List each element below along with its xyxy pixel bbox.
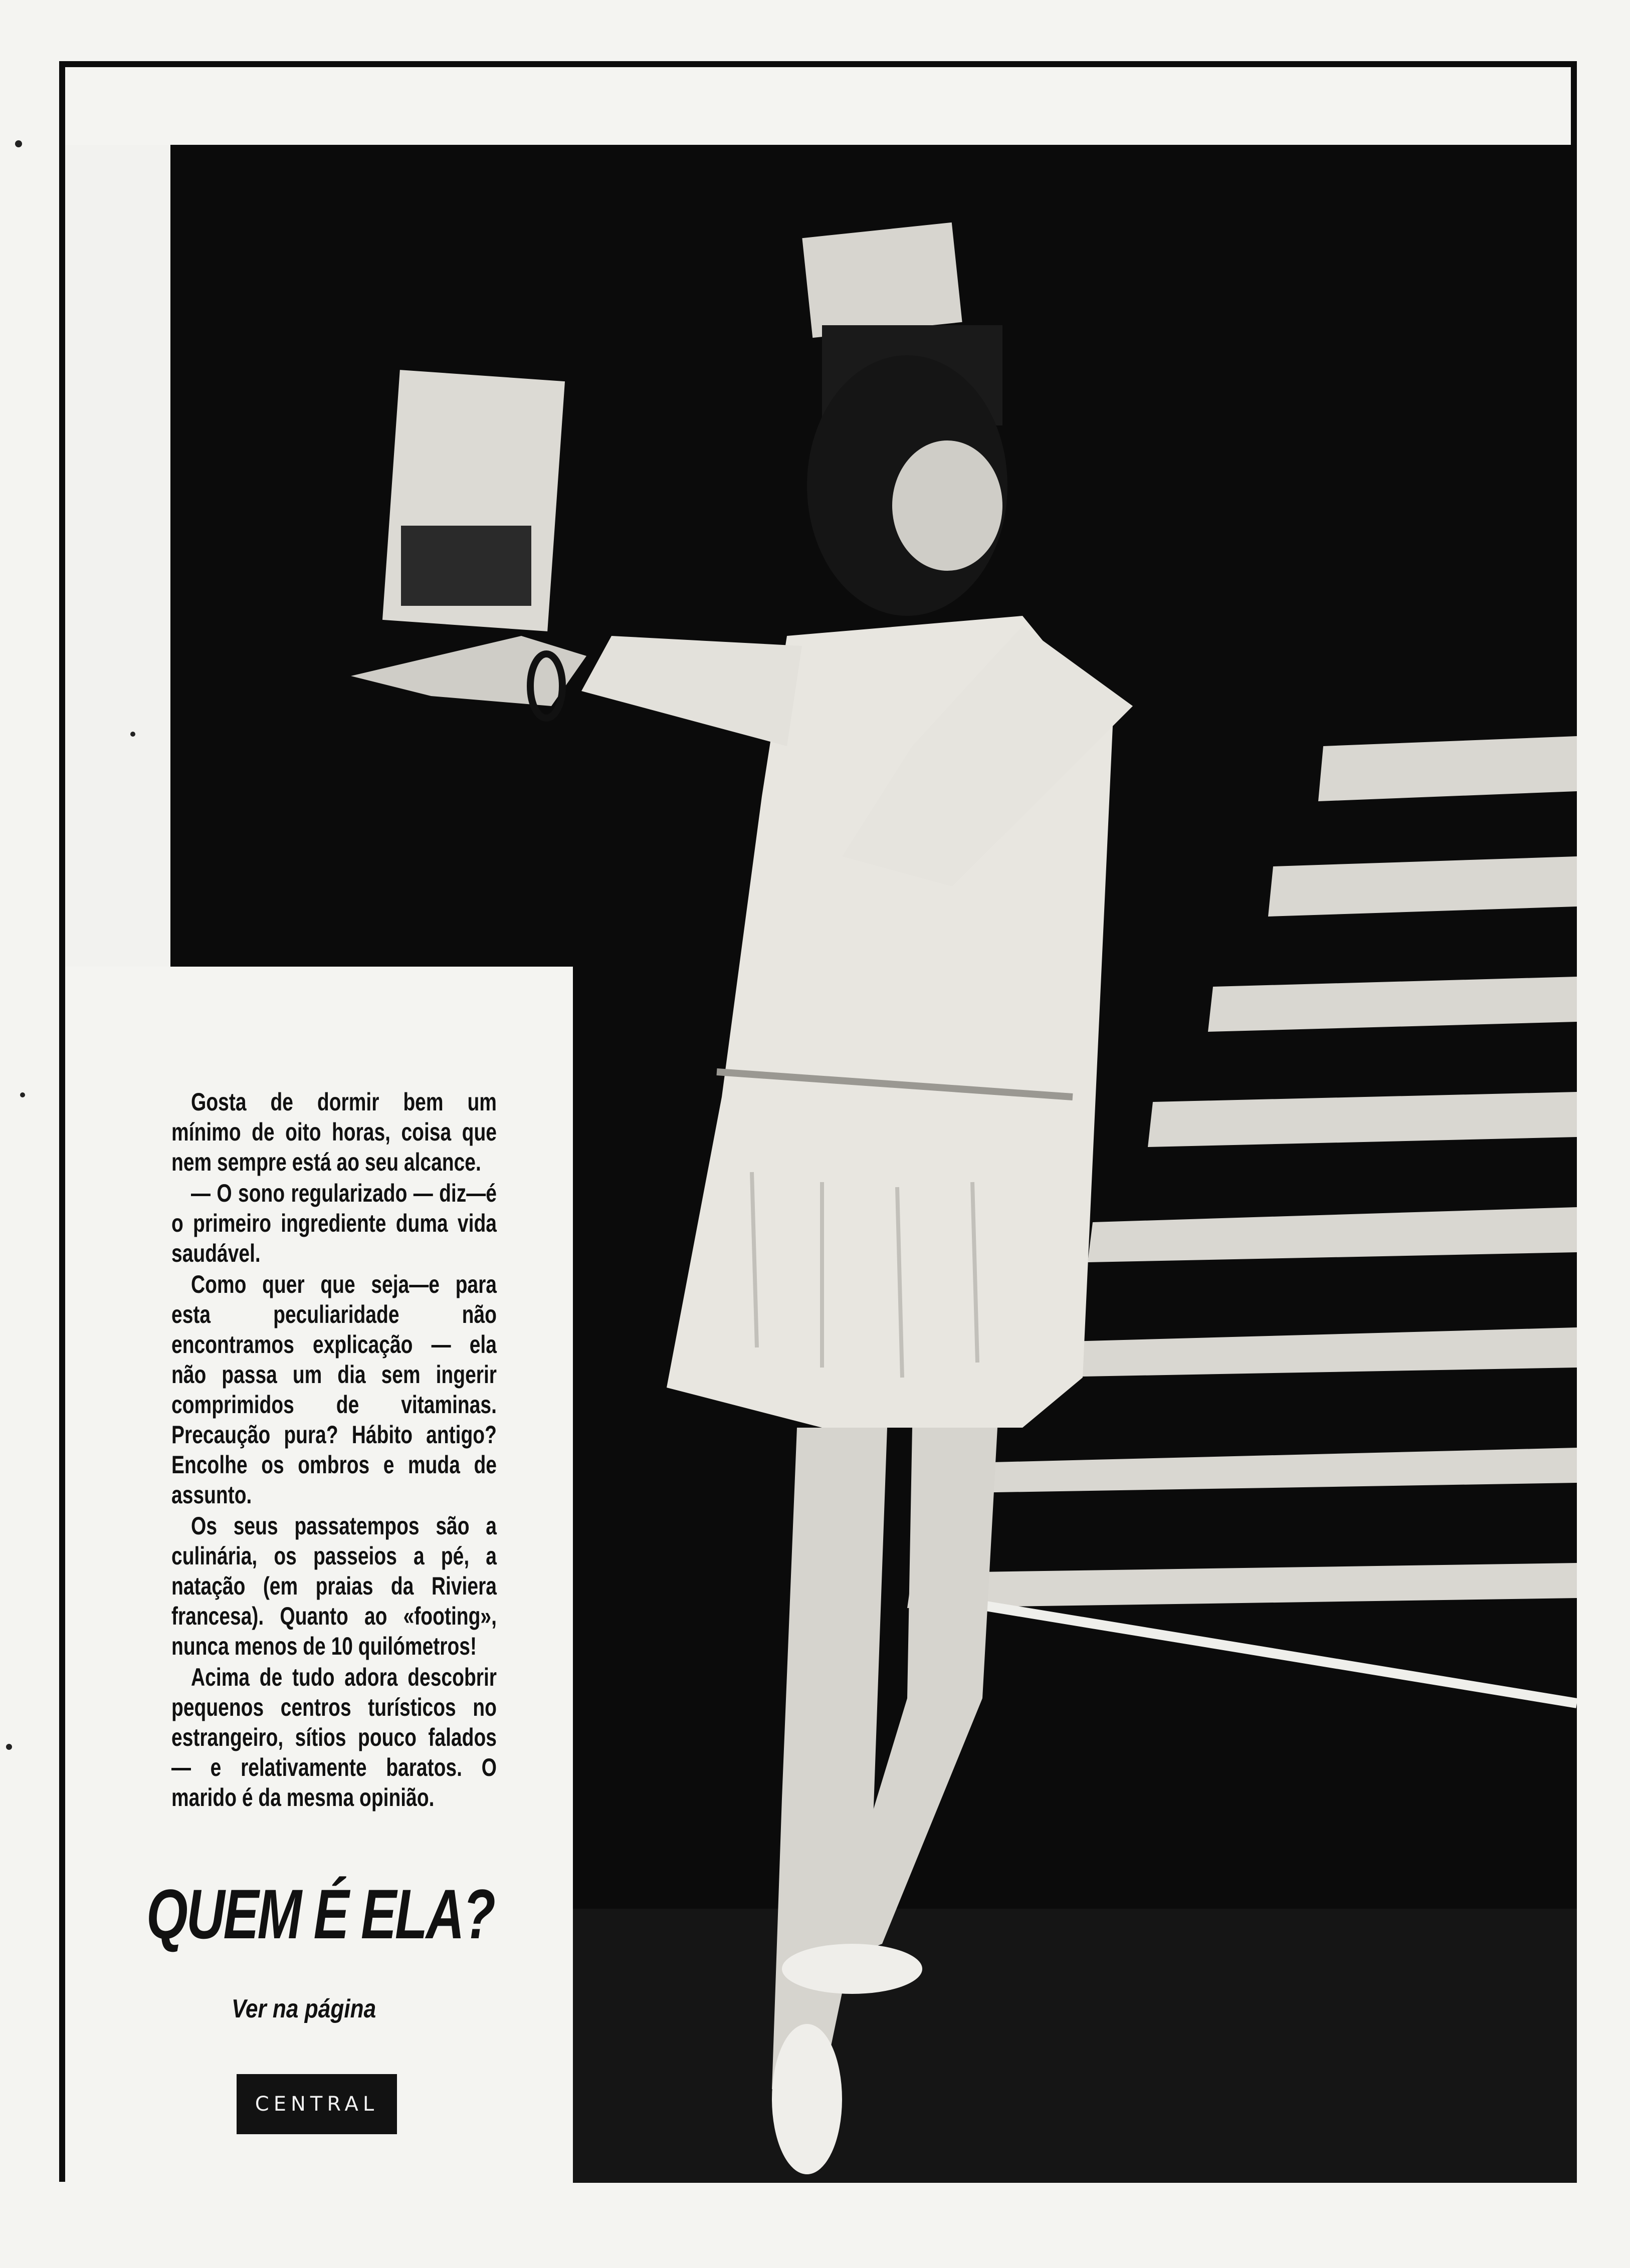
- top-margin: [65, 67, 1571, 145]
- face: [892, 440, 1002, 571]
- article-text: [171, 1087, 497, 1813]
- headline: QUEM É ELA?: [146, 1875, 494, 1953]
- scan-speck: [130, 732, 135, 737]
- article-paragraph: — O sono regularizado — diz—é o primeiro ingrediente duma vida saudável.: [171, 1179, 497, 1267]
- see-page-text: Ver na página: [232, 1994, 376, 2023]
- central-label: CENTRAL: [255, 2093, 379, 2116]
- article-paragraph: Acima de tudo adora descobrir pequenos centros turísticos no estrangeiro, sítios pouco falados — e relativamente baratos. O marido é da mesma opinião.: [171, 1663, 497, 1811]
- article-paragraph: Como quer que seja—e para esta peculiaridade não encontramos explicação — ela não passa um dia sem ingerir comprimidos de vitaminas. Precaução pura? Hábito antigo? Encolhe os ombros e muda de assunto.: [171, 1270, 497, 1509]
- central-label-box: [237, 2074, 397, 2134]
- article-paragraph: Os seus passatempos são a culinária, os passeios a pé, a natação (em praias da Riviera francesa). Quanto ao «footing», nunca menos de 10 quilómetros!: [171, 1512, 497, 1660]
- text-panel: [65, 967, 573, 2183]
- scan-speck: [6, 1744, 12, 1750]
- article-paragraph: Gosta de dormir bem um mínimo de oito horas, coisa que nem sempre está ao seu alcance.: [171, 1088, 497, 1176]
- page-frame: [59, 61, 1577, 2182]
- scan-speck: [20, 1092, 25, 1097]
- scan-speck: [15, 140, 22, 147]
